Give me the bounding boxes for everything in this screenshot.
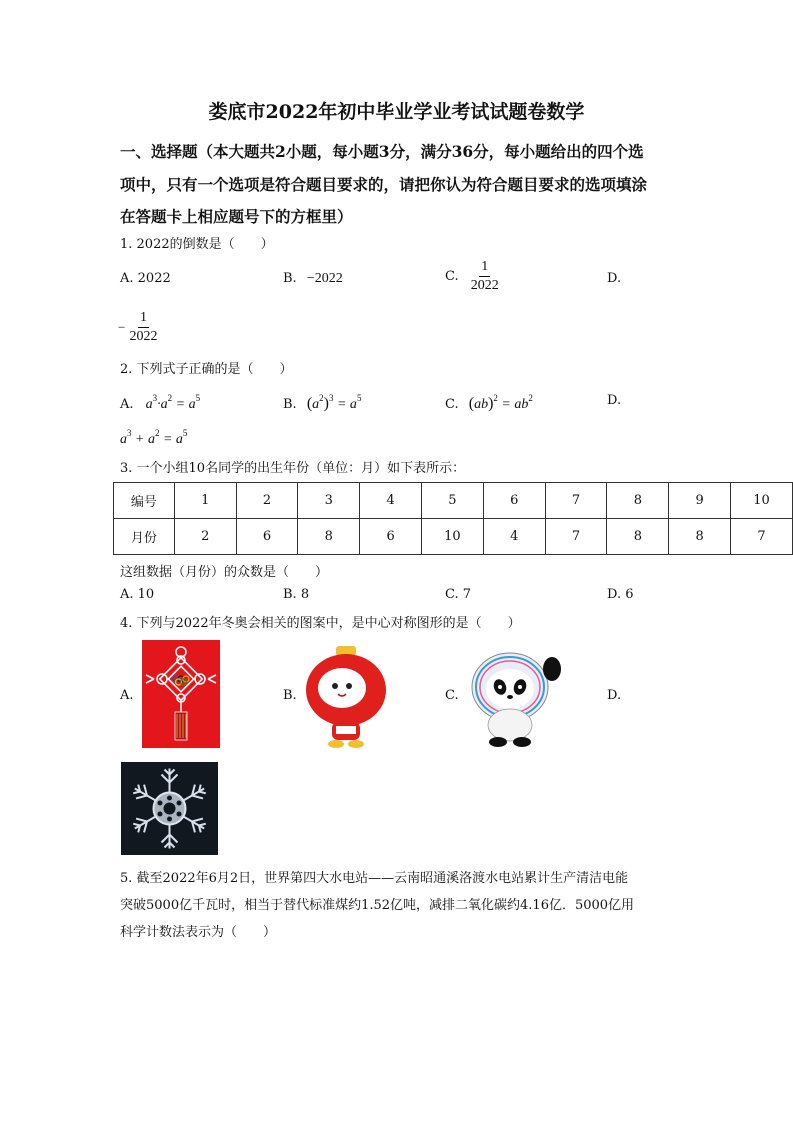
- bing-dwen-dwen-mascot-image: [462, 645, 568, 748]
- table-cell: 6: [483, 483, 545, 519]
- table-cell: 7: [545, 519, 607, 555]
- table-header-cell: 月份: [114, 519, 175, 555]
- q1-option-a: A. 2022: [120, 271, 171, 286]
- q1-option-c-label: C.: [445, 269, 459, 284]
- q4-option-c-label: C.: [445, 688, 459, 703]
- birth-month-table: [113, 482, 793, 555]
- table-cell: 2: [236, 483, 298, 519]
- table-cell: 4: [483, 519, 545, 555]
- q1-option-d-fraction: [129, 309, 157, 346]
- q3-option-b: B. 8: [283, 587, 310, 602]
- q1-option-b-value: −2022: [306, 271, 343, 286]
- page-title: 娄底市2022年初中毕业学业考试试题卷数学: [208, 101, 585, 123]
- q2-option-d-expr: [120, 428, 187, 448]
- table-cell: 2: [174, 519, 236, 555]
- snowflake-image: [121, 762, 218, 855]
- question-5-line-3: 科学计数法表示为（ ）: [120, 925, 277, 940]
- q4-option-d-label: D.: [607, 688, 622, 703]
- question-4-stem: 4. 下列与2022年冬奥会相关的图案中，是中心对称图形的是（ ）: [120, 616, 521, 631]
- section-instruction-line-2: 项中，只有一个选项是符合题目要求的，请把你认为符合题目要求的选项填涂: [120, 175, 648, 194]
- question-5-line-2: 突破5000亿千瓦时，相当于替代标准煤约1.52亿吨，减排二氧化碳约4.16亿．5000亿用: [120, 898, 635, 913]
- q1-option-d-value: [118, 309, 157, 346]
- q4-option-b-label: B.: [283, 688, 297, 703]
- table-cell: 1: [174, 483, 236, 519]
- q2-option-a-label: A.: [120, 397, 134, 412]
- q2-option-c-expr: $(ab)^2 = ab^2$: [468, 393, 533, 412]
- q3-option-c: C. 7: [445, 587, 472, 602]
- table-cell: 6: [360, 519, 422, 555]
- question-3-ask: 这组数据（月份）的众数是（ ）: [120, 565, 329, 580]
- q2-option-a-expr: $a^3\cdot a^2 = a^5$: [145, 393, 201, 412]
- q1-d-numerator: 1: [138, 309, 149, 328]
- q1-c-numerator: 1: [479, 258, 490, 277]
- question-2-stem: 2. 下列式子正确的是（ ）: [120, 362, 293, 377]
- table-cell: 7: [545, 483, 607, 519]
- table-cell: 10: [422, 519, 484, 555]
- question-3-stem: 3. 一个小组10名同学的出生年份（单位：月）如下表所示：: [120, 461, 466, 476]
- q4-option-a-label: A.: [120, 688, 134, 703]
- section-instruction-line-3: 在答题卡上相应题号下的方框里）: [120, 207, 353, 226]
- table-row-number: [114, 483, 793, 519]
- section-instruction-line-1: 一、选择题（本大题共2小题，每小题3分，满分36分，每小题给出的四个选: [120, 142, 644, 161]
- q1-option-c-fraction: [471, 258, 499, 295]
- q2-option-a: [120, 393, 200, 413]
- q1-c-denominator: 2022: [470, 278, 499, 293]
- table-cell: 4: [360, 483, 422, 519]
- q2-option-b-label: B.: [283, 397, 297, 412]
- table-cell: 10: [731, 483, 793, 519]
- table-header-cell: 编号: [114, 483, 175, 519]
- q2-d-formula: $a^3 + a^2 = a^5$: [120, 428, 188, 447]
- table-cell: 7: [731, 519, 793, 555]
- shuey-rhon-rhon-mascot-image: [302, 644, 390, 750]
- q3-option-d: D. 6: [607, 587, 634, 602]
- q1-d-denominator: 2022: [129, 329, 158, 344]
- q2-option-d-label: D.: [607, 393, 622, 408]
- question-5-line-1: 5. 截至2022年6月2日，世界第四大水电站——云南昭通溪洛渡水电站累计生产清洁电能: [120, 871, 629, 886]
- q1-option-b: [283, 271, 343, 287]
- table-cell: 8: [298, 519, 360, 555]
- q2-option-c-label: C.: [445, 397, 459, 412]
- table-cell: 6: [236, 519, 298, 555]
- q3-option-a: A. 10: [120, 587, 155, 602]
- q2-option-b-expr: $(a^2)^3 = a^5$: [306, 393, 362, 412]
- table-cell: 8: [607, 483, 669, 519]
- q1-option-d-label: D.: [607, 271, 622, 286]
- table-cell: 8: [669, 519, 731, 555]
- q1-d-sign: −: [118, 319, 126, 335]
- q1-option-c: [445, 258, 499, 295]
- q2-option-c: [445, 393, 533, 413]
- table-cell: 3: [298, 483, 360, 519]
- table-cell: 8: [607, 519, 669, 555]
- question-1-stem: 1. 2022的倒数是（ ）: [120, 237, 274, 252]
- table-cell: 5: [422, 483, 484, 519]
- table-cell: 9: [669, 483, 731, 519]
- chinese-knot-image: [142, 640, 220, 748]
- table-row-month: [114, 519, 793, 555]
- q2-option-b: [283, 393, 361, 413]
- q1-option-b-label: B.: [283, 271, 297, 286]
